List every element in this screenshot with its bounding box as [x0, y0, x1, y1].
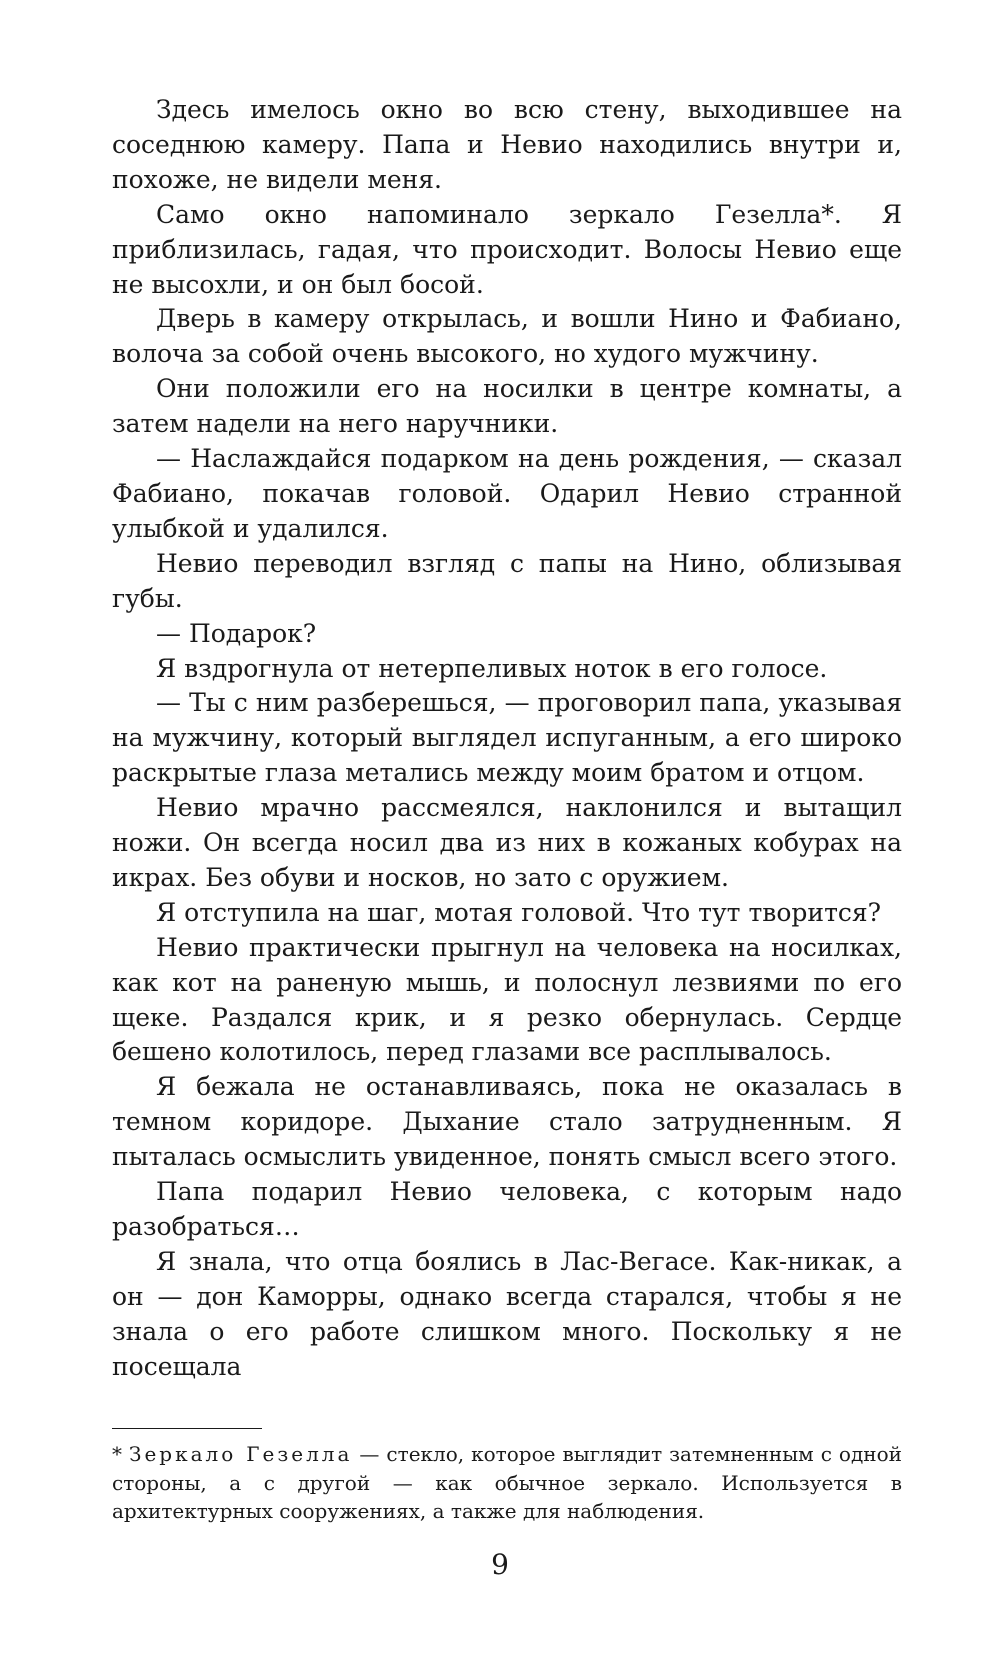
paragraph: Я знала, что отца боялись в Лас-Вегасе. Как-никак, а он — дон Каморры, однако всегда старался, чтобы я не знала о его работе слишком много. Поскольку я не посещала [112, 1246, 902, 1381]
footnote-text: — стекло, которое выглядит затемненным с одной стороны, а с другой — как обычное зеркало. Используется в архитектурных сооружениях, а также для наблюдения. [112, 1442, 902, 1523]
paragraph: Невио мрачно рассмеялся, наклонился и вытащил ножи. Он всегда носил два из них в кожаных кобурах на икрах. Без обуви и носков, но зато с оружием. [112, 793, 902, 892]
paragraph: Само окно напоминало зеркало Гезелла*. Я приблизилась, гадая, что происходит. Волосы Невио еще не высохли, и он был босой. [112, 199, 902, 299]
paragraph: Я вздрогнула от нетерпеливых ноток в его голосе. [156, 653, 828, 683]
paragraph: — Наслаждайся подарком на день рождения, — сказал Фабиано, покачав головой. Одарил Невио странной улыбкой и удалился. [112, 444, 902, 543]
paragraph: Папа подарил Невио человека, с которым надо разобраться… [112, 1177, 902, 1241]
footnote-marker: * [112, 1442, 129, 1466]
paragraph: Невио переводил взгляд с папы на Нино, облизывая губы. [112, 548, 902, 613]
paragraph: Я бежала не останавливаясь, пока не оказалась в темном коридоре. Дыхание стало затрудненным. Я пыталась осмыслить увиденное, понять смысл всего этого. [112, 1072, 902, 1172]
page-number: 9 [491, 1548, 509, 1581]
body-text [112, 93, 902, 1385]
paragraph: Они положили его на носилки в центре комнаты, а затем надели на него наручники. [112, 374, 902, 439]
paragraph: — Подарок? [156, 618, 317, 648]
paragraph: Я отступила на шаг, мотая головой. Что тут творится? [156, 897, 882, 927]
footnote [112, 1440, 902, 1526]
paragraph: Невио практически прыгнул на человека на носилках, как кот на раненую мышь, и полоснул лезвиями по его щеке. Раздался крик, и я резко обернулась. Сердце бешено колотилось, перед глазами все расплывалось. [112, 932, 902, 1067]
paragraph: Дверь в камеру открылась, и вошли Нино и Фабиано, волоча за собой очень высокого, но худого мужчину. [112, 304, 902, 369]
paragraph: Здесь имелось окно во всю стену, выходившее на соседнюю камеру. Папа и Невио находились внутри и, похоже, не видели меня. [112, 95, 902, 194]
footnote-term: Зеркало Гезелла [129, 1442, 353, 1466]
footnote-divider [112, 1428, 262, 1429]
paragraph: — Ты с ним разберешься, — проговорил папа, указывая на мужчину, который выглядел испуганным, а его широко раскрытые глаза метались между моим братом и отцом. [112, 688, 902, 788]
